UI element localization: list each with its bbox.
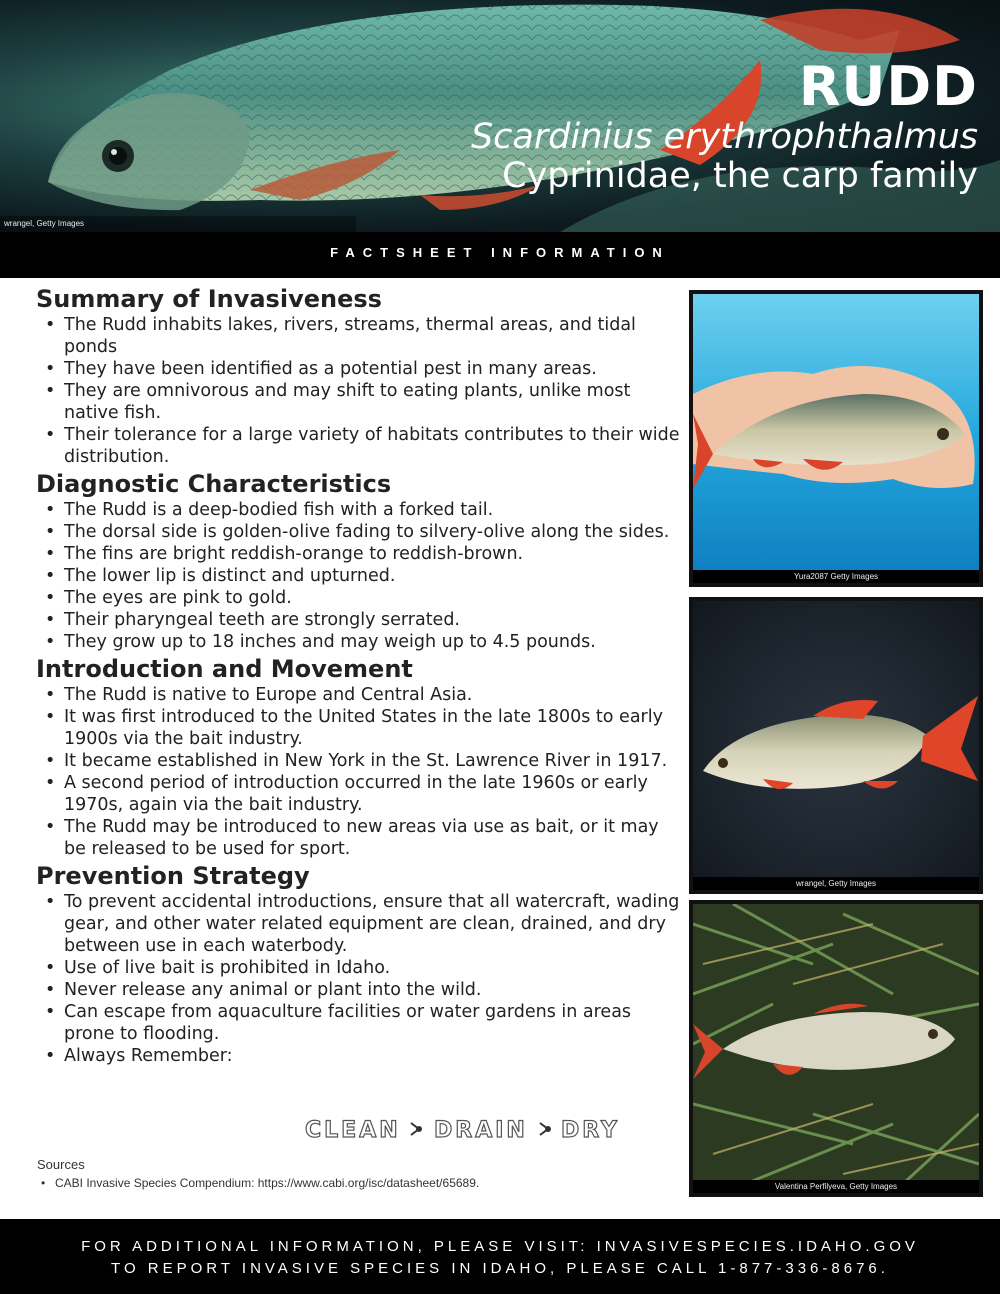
list-item: • They grow up to 18 inches and may weigh up to 4.5 pounds. [36,631,681,653]
photo-credit: wrangel, Getty Images [693,877,979,890]
diagnostic-list [36,499,681,653]
dry-word: DRY [561,1118,620,1143]
list-item: • The Rudd inhabits lakes, rivers, streams, thermal areas, and tidal ponds [36,314,681,358]
arrow-icon [540,1123,551,1135]
prevention-list [36,891,681,1067]
scientific-name: Scardinius erythrophthalmus [470,117,978,157]
photo-rudd-dark [689,597,983,894]
sources-block [37,1157,479,1191]
list-item: • They have been identified as a potential pest in many areas. [36,358,681,380]
diagnostic-heading: Diagnostic Characteristics [36,470,392,498]
drain-word: DRAIN [434,1118,528,1143]
family-name: Cyprinidae, the carp family [502,156,978,196]
list-item: • It was first introduced to the United States in the late 1800s to early 1900s via the bait industry. [36,706,681,750]
footer-report-line[interactable]: TO REPORT INVASIVE SPECIES IN IDAHO, PLEASE CALL 1-877-336-8676. [111,1260,889,1277]
clean-word: CLEAN [305,1118,401,1143]
sources-title: Sources [37,1157,85,1172]
introduction-list [36,684,681,860]
list-item: • A second period of introduction occurred in the late 1960s or early 1970s, again via the bait industry. [36,772,681,816]
fish-on-grass-image [693,904,979,1193]
list-item: • The dorsal side is golden-olive fading to silvery-olive along the sides. [36,521,681,543]
footer [0,1219,1000,1294]
list-item: • Can escape from aquaculture facilities or water gardens in areas prone to flooding. [36,1001,681,1045]
list-item: • The eyes are pink to gold. [36,587,681,609]
introduction-heading: Introduction and Movement [36,655,413,683]
clean-drain-dry-logo [303,1114,633,1144]
photo-rudd-in-hand [689,290,983,587]
summary-heading: Summary of Invasiveness [36,285,382,313]
list-item: • Their pharyngeal teeth are strongly serrated. [36,609,681,631]
list-item: • The lower lip is distinct and upturned. [36,565,681,587]
footer-visit-line[interactable]: FOR ADDITIONAL INFORMATION, PLEASE VISIT: INVASIVESPECIES.IDAHO.GOV [81,1238,919,1255]
species-name: RUDD [798,55,978,118]
list-item: • To prevent accidental introductions, ensure that all watercraft, wading gear, and other water related equipment are clean, drained, and dry between use in each waterbody. [36,891,681,957]
hero-title-block [471,56,978,196]
list-item: • Never release any animal or plant into the wild. [36,979,681,1001]
main-content [36,284,681,1068]
prevention-heading: Prevention Strategy [36,862,310,890]
factsheet-bar: FACTSHEET INFORMATION [0,232,1000,278]
list-item: • The fins are bright reddish-orange to reddish-brown. [36,543,681,565]
summary-list [36,314,681,468]
list-item: • The Rudd is native to Europe and Central Asia. [36,684,681,706]
hero-banner [0,0,1000,232]
photo-credit: Yura2087 Getty Images [693,570,979,583]
photo-credit: Valentina Perfilyeva, Getty Images [693,1180,979,1193]
fish-in-hand-image [693,294,979,583]
list-item: • It became established in New York in the St. Lawrence River in 1917. [36,750,681,772]
list-item: • Their tolerance for a large variety of habitats contributes to their wide distribution. [36,424,681,468]
photo-rudd-grass [689,900,983,1197]
list-item: • The Rudd is a deep-bodied fish with a forked tail. [36,499,681,521]
list-item: • They are omnivorous and may shift to eating plants, unlike most native fish. [36,380,681,424]
list-item: • Always Remember: [36,1045,681,1067]
hero-photo-credit: wrangel, Getty Images [4,219,85,228]
fish-dark-water-image [693,601,979,890]
list-item: • Use of live bait is prohibited in Idaho. [36,957,681,979]
source-item[interactable]: • CABI Invasive Species Compendium: https://www.cabi.org/isc/datasheet/65689. [37,1175,479,1191]
arrow-icon [411,1123,422,1135]
list-item: • The Rudd may be introduced to new areas via use as bait, or it may be released to be used for sport. [36,816,681,860]
